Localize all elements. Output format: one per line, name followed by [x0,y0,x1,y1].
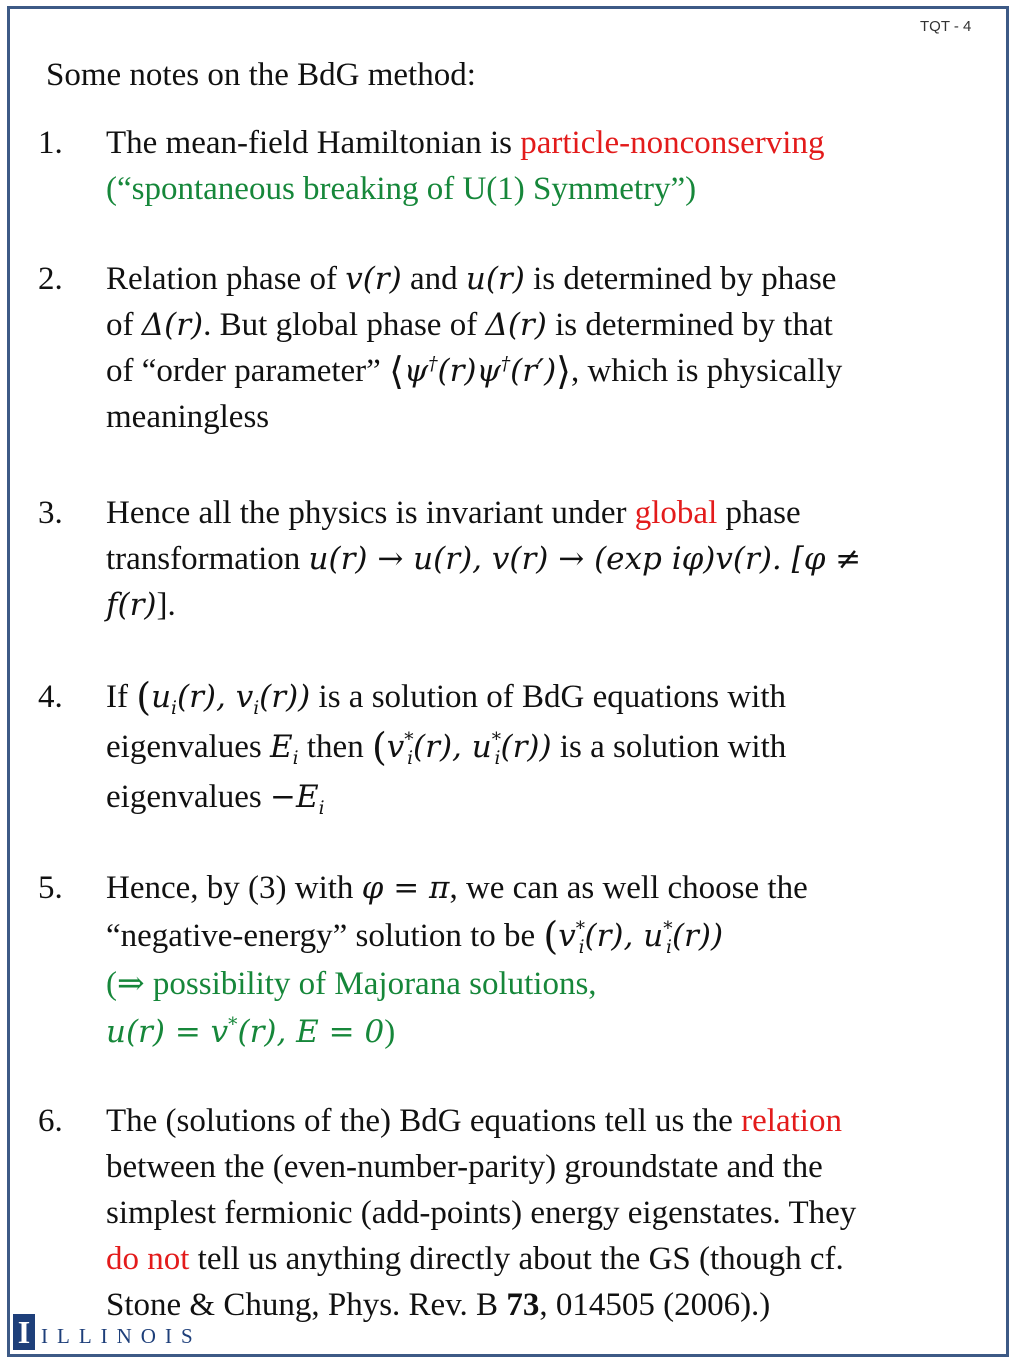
item-number: 6. [38,1103,63,1139]
item-line [106,772,986,822]
text: transformation [106,541,309,577]
math: ⟨ψ†(r)ψ†(r′)⟩ [389,349,571,393]
math: φ = π [361,870,450,906]
item-line: between the (even-number-parity) groundstate and the [106,1149,823,1185]
math: u(r) [465,261,525,297]
item-line [106,864,986,912]
math: $E_i$ [270,729,299,770]
highlight-red: global [634,495,718,531]
item-line [106,536,986,582]
item-body [106,672,986,822]
text: is a solution of BdG equations with [310,679,787,715]
item-number: 3. [38,495,63,531]
text: Stone & Chung, Phys. Rev. B [106,1287,507,1323]
math: ($u_i(r)$, $v_i(r)$) [136,675,311,720]
item-line [106,582,986,628]
text: is a solution with [551,729,787,765]
text: The mean-field Hamiltonian is [106,125,521,161]
item-line: (⇒ possibility of Majorana solutions, [106,966,597,1002]
item-line: (“spontaneous breaking of U(1) Symmetry”) [106,171,697,207]
text: The (solutions of the) BdG equations tell us the [106,1103,742,1139]
text: Hence, by (3) with [106,870,362,906]
item-line [106,912,986,960]
text: tell us anything directly about the GS (though cf. [189,1241,844,1277]
item-number: 2. [38,261,63,297]
item-line [106,490,986,536]
text: is determined by that [546,307,833,343]
highlight-red: particle-nonconserving [520,125,825,161]
text: eigenvalues [106,779,271,815]
math: $-E_i$ [270,779,325,820]
text: eigenvalues [106,729,271,765]
text: is determined by phase [524,261,837,297]
text: , which is physically [571,353,843,389]
text: and [401,261,466,297]
text: , 014505 (2006).) [539,1287,771,1323]
item-line [106,120,986,166]
item-number: 4. [38,679,63,715]
item-body [106,256,986,440]
item-body [106,864,986,1056]
item-line [106,1098,986,1144]
math: ($v^*_i(r)$, $u^*_i(r)$) [371,725,552,770]
math: Δ(r) [485,307,547,343]
item-body [106,1098,986,1328]
block-i-icon: I [13,1314,35,1350]
highlight-red: relation [741,1103,842,1139]
item-line [106,722,986,772]
math: v(r) [345,261,402,297]
text: Relation phase of [106,261,346,297]
math: f(r) [106,587,157,623]
text: . But global phase of [203,307,486,343]
item-line [106,348,986,394]
text: ]. [156,587,176,623]
text: phase [717,495,801,531]
math: u(r) = v*(r), E = 0 [106,1014,385,1050]
item-body [106,490,986,628]
item-line [106,256,986,302]
item-line [106,1008,986,1056]
slide-heading: Some notes on the BdG method: [46,57,476,93]
math: Δ(r) [141,307,204,343]
text: Hence all the physics is invariant under [106,495,635,531]
item-body [106,120,986,212]
item-number: 1. [38,125,63,161]
math: u(r) → u(r), v(r) → (exp iφ)v(r). [φ ≠ [308,541,862,577]
text: If [106,679,137,715]
item-line: simplest fermionic (add-points) energy eigenstates. They [106,1195,857,1231]
item-line [106,1282,986,1328]
text: “negative-energy” solution to be [106,918,544,954]
item-line [106,1236,986,1282]
item-line [106,672,986,722]
text: of [106,307,142,343]
slide-number: TQT - 4 [920,18,972,35]
item-number: 5. [38,870,63,906]
volume-number: 73 [506,1287,540,1323]
item-line: meaningless [106,399,270,435]
text: then [298,729,372,765]
highlight-red: do not [106,1241,190,1277]
text: of “order parameter” [106,353,390,389]
item-line [106,302,986,348]
math: ($v^*_i(r)$, $u^*_i(r)$) [543,914,724,959]
logo-wordmark: ILLINOIS [41,1324,202,1348]
text: ) [384,1014,396,1050]
text: , we can as well choose the [449,870,808,906]
